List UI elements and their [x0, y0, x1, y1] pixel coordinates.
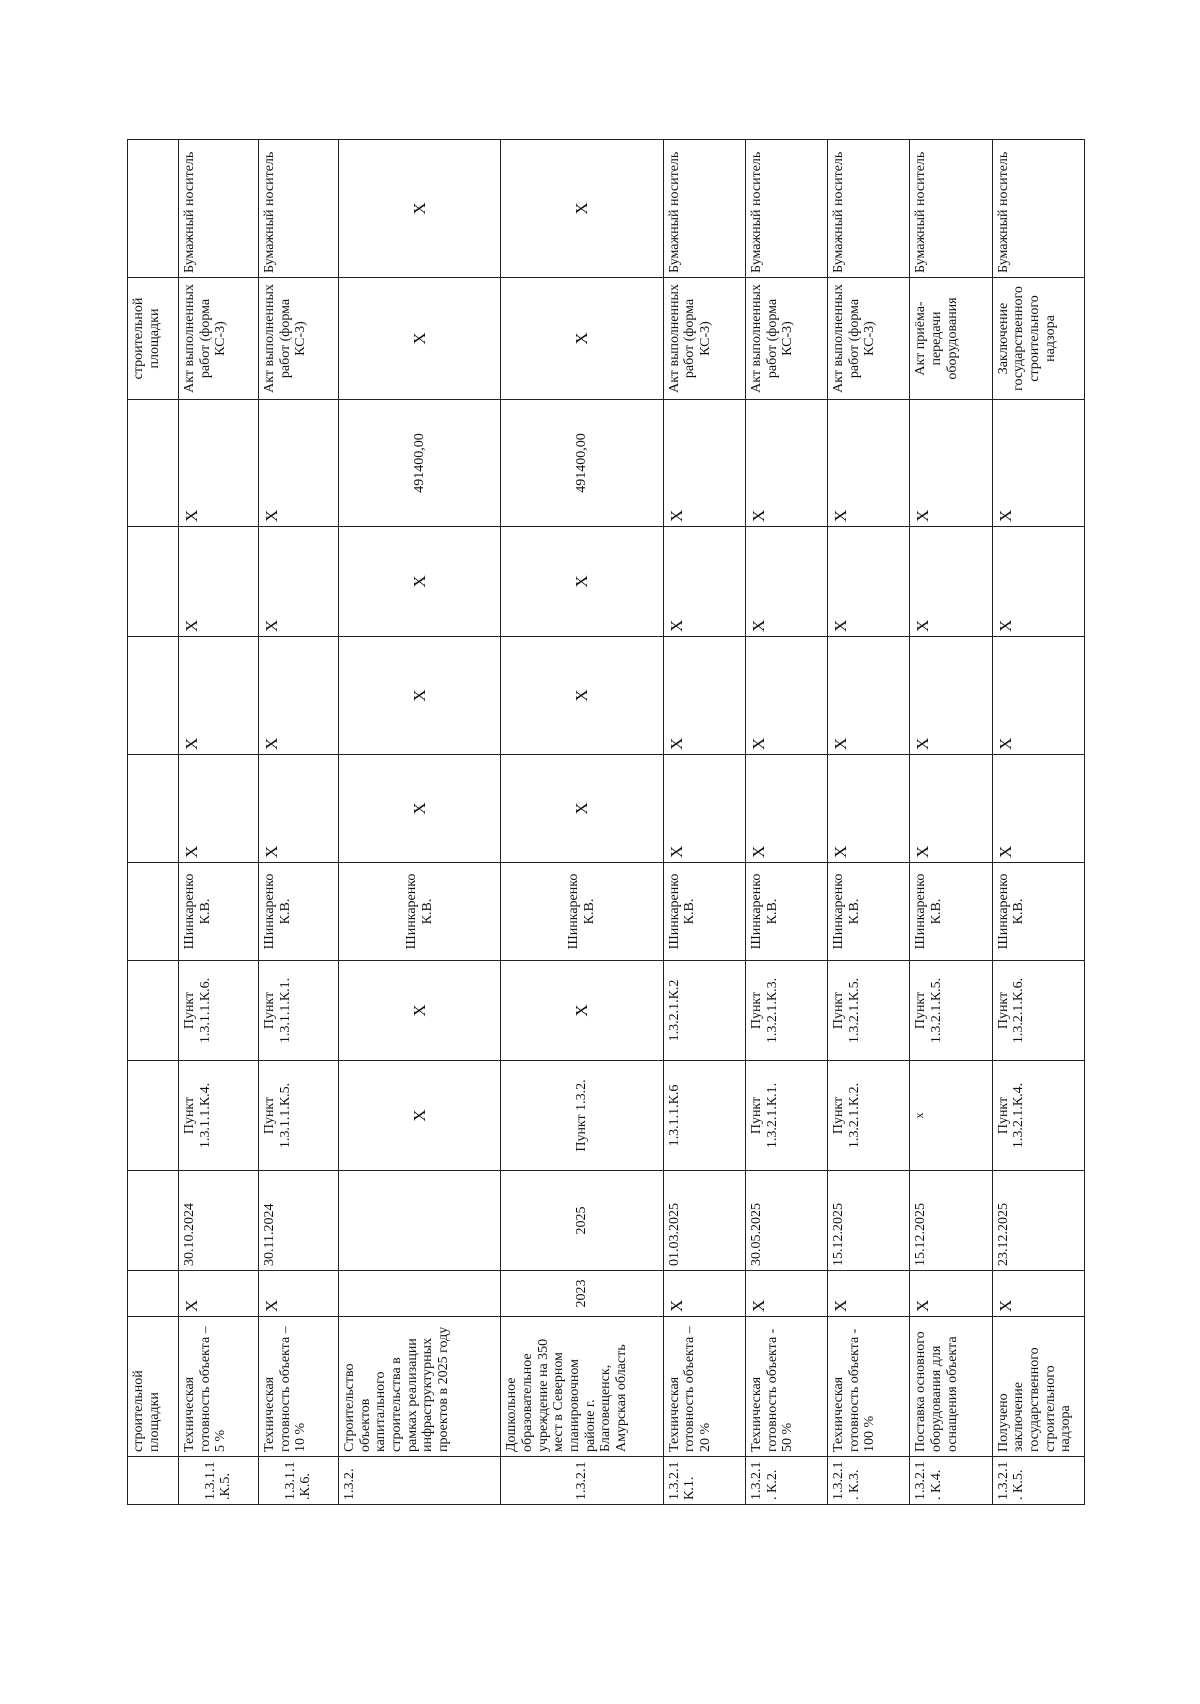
cell-value: X [910, 755, 992, 863]
cell-responsible: Шинкаренко К.В. [501, 863, 663, 961]
cell-successor: Пункт 1.3.2.1.К.6. [992, 961, 1084, 1061]
cell-media: Бумажный носитель [992, 140, 1084, 278]
cell-predecessor: Пункт 1.3.2.1.К.4. [992, 1061, 1084, 1171]
cell-media: Бумажный носитель [828, 140, 910, 278]
cell-predecessor: Пункт 1.3.2.1.К.2. [828, 1061, 910, 1171]
cell-value: X [992, 400, 1084, 527]
row-number: 1.3.1.1.К.6. [258, 1457, 338, 1505]
header-cell: строительной площадки [128, 1317, 179, 1457]
cell-document: Акт выполненных работ (форма КС-3) [258, 278, 338, 400]
header-cell [128, 140, 179, 278]
control-points-table [127, 139, 1085, 1505]
cell-value: X [663, 527, 745, 637]
cell-value: X [992, 527, 1084, 637]
cell-value: X [745, 755, 827, 863]
cell-value: X [745, 527, 827, 637]
cell-predecessor: 1.3.1.1.К.6 [663, 1061, 745, 1171]
cell-value: X [501, 755, 663, 863]
cell-document: Акт выполненных работ (форма КС-3) [178, 278, 258, 400]
cell-value: X [910, 527, 992, 637]
header-cell [128, 1061, 179, 1171]
cell-media: Бумажный носитель [258, 140, 338, 278]
table-row [910, 140, 992, 1505]
cell-value: X [745, 400, 827, 527]
header-cell [128, 400, 179, 527]
cell-value: X [828, 755, 910, 863]
cell-date: 15.12.2025 [910, 1171, 992, 1271]
cell-responsible: Шинкаренко К.В. [258, 863, 338, 961]
cell-value: X [910, 637, 992, 755]
cell-amount: 491400,00 [501, 400, 663, 527]
cell-document: X [501, 278, 663, 400]
cell-predecessor: Пункт 1.3.2.1.К.1. [745, 1061, 827, 1171]
cell-value: X [910, 1271, 992, 1317]
header-cell [128, 637, 179, 755]
cell-responsible: Шинкаренко К.В. [828, 863, 910, 961]
row-title: Дошкольное образовательное учреждение на 350 мест в Северном планировочном районе г. Благовещенск, Амурская область [501, 1317, 663, 1457]
header-cell: строительной площадки [128, 278, 179, 400]
cell-document: Акт выполненных работ (форма КС-3) [828, 278, 910, 400]
cell-successor: X [501, 961, 663, 1061]
table-row [663, 140, 745, 1505]
cell-date: 01.03.2025 [663, 1171, 745, 1271]
header-cell [128, 1457, 179, 1505]
row-number: 1.3.2.1. К.2. [745, 1457, 827, 1505]
row-number: 1.3.2. [339, 1457, 501, 1505]
table-header-row [128, 140, 179, 1505]
cell-value: X [828, 400, 910, 527]
cell-media: X [339, 140, 501, 278]
cell-date [339, 1171, 501, 1271]
cell-successor: Пункт 1.3.2.1.К.3. [745, 961, 827, 1061]
row-number: 1.3.2.1. К.4. [910, 1457, 992, 1505]
cell-successor: 1.3.2.1.К.2 [663, 961, 745, 1061]
row-title: Техническая готовность объекта – 5 % [178, 1317, 258, 1457]
header-cell [128, 755, 179, 863]
row-number: 1.3.2.1. К.3. [828, 1457, 910, 1505]
cell-successor: X [339, 961, 501, 1061]
cell-value: X [258, 1271, 338, 1317]
cell-successor: Пункт 1.3.2.1.К.5. [910, 961, 992, 1061]
cell-value: X [178, 1271, 258, 1317]
cell-value: X [258, 755, 338, 863]
header-cell [128, 1171, 179, 1271]
cell-successor: Пункт 1.3.1.1.К.1. [258, 961, 338, 1061]
table-row [178, 140, 258, 1505]
cell-responsible: Шинкаренко К.В. [910, 863, 992, 961]
row-number: 1.3.2.1 К.1. [663, 1457, 745, 1505]
cell-value: 2023 [501, 1271, 663, 1317]
cell-responsible: Шинкаренко К.В. [992, 863, 1084, 961]
row-title: Техническая готовность объекта - 100 % [828, 1317, 910, 1457]
cell-predecessor: Пункт 1.3.1.1.К.5. [258, 1061, 338, 1171]
cell-document: Акт приёма-передачи оборудования [910, 278, 992, 400]
cell-value: X [339, 637, 501, 755]
cell-responsible: Шинкаренко К.В. [663, 863, 745, 961]
cell-document: X [339, 278, 501, 400]
row-title: Техническая готовность объекта – 10 % [258, 1317, 338, 1457]
cell-value: X [501, 527, 663, 637]
cell-value: X [258, 637, 338, 755]
cell-value: X [992, 755, 1084, 863]
cell-value: X [258, 527, 338, 637]
cell-value: X [828, 527, 910, 637]
row-title: Техническая готовность объекта - 50 % [745, 1317, 827, 1457]
cell-media: Бумажный носитель [663, 140, 745, 278]
cell-value [339, 1271, 501, 1317]
cell-value: X [178, 527, 258, 637]
row-title: Строительство объектов капитального строительства в рамках реализации инфраструктурных проектов в 2025 году [339, 1317, 501, 1457]
cell-value: X [178, 755, 258, 863]
row-title: Получено заключение государственного строительного надзора [992, 1317, 1084, 1457]
table-row [501, 140, 663, 1505]
rotated-page [127, 140, 1085, 1505]
row-title: Поставка основного оборудования для оснащения объекта [910, 1317, 992, 1457]
header-cell [128, 863, 179, 961]
cell-value: X [501, 637, 663, 755]
cell-value: X [745, 637, 827, 755]
cell-date: 15.12.2025 [828, 1171, 910, 1271]
cell-media: X [501, 140, 663, 278]
cell-responsible: Шинкаренко К.В. [339, 863, 501, 961]
cell-value: X [992, 1271, 1084, 1317]
table-row [258, 140, 338, 1505]
header-cell [128, 527, 179, 637]
cell-value: X [178, 400, 258, 527]
header-cell [128, 1271, 179, 1317]
cell-responsible: Шинкаренко К.В. [178, 863, 258, 961]
cell-successor: Пункт 1.3.2.1.К.5. [828, 961, 910, 1061]
cell-amount: 491400,00 [339, 400, 501, 527]
table-row [992, 140, 1084, 1505]
cell-document: Акт выполненных работ (форма КС-3) [663, 278, 745, 400]
cell-value: X [339, 527, 501, 637]
table-row [339, 140, 501, 1505]
row-number: 1.3.1.1.К.5. [178, 1457, 258, 1505]
cell-date: 30.05.2025 [745, 1171, 827, 1271]
cell-value: X [828, 637, 910, 755]
cell-media: Бумажный носитель [910, 140, 992, 278]
cell-responsible: Шинкаренко К.В. [745, 863, 827, 961]
cell-date: 23.12.2025 [992, 1171, 1084, 1271]
cell-media: Бумажный носитель [745, 140, 827, 278]
cell-value: X [178, 637, 258, 755]
cell-value: X [663, 1271, 745, 1317]
cell-value: X [339, 755, 501, 863]
cell-successor: Пункт 1.3.1.1.К.6. [178, 961, 258, 1061]
row-title: Техническая готовность объекта – 20 % [663, 1317, 745, 1457]
cell-value: X [828, 1271, 910, 1317]
cell-value: X [910, 400, 992, 527]
cell-media: Бумажный носитель [178, 140, 258, 278]
cell-document: Заключение государственного строительного надзора [992, 278, 1084, 400]
header-cell [128, 961, 179, 1061]
row-number: 1.3.2.1. К.5. [992, 1457, 1084, 1505]
cell-value: X [745, 1271, 827, 1317]
cell-value: X [663, 400, 745, 527]
cell-document: Акт выполненных работ (форма КС-3) [745, 278, 827, 400]
cell-value: X [663, 637, 745, 755]
cell-value: X [258, 400, 338, 527]
table-row [828, 140, 910, 1505]
cell-predecessor: Пункт 1.3.1.1.К.4. [178, 1061, 258, 1171]
row-number: 1.3.2.1 [501, 1457, 663, 1505]
cell-date: 30.11.2024 [258, 1171, 338, 1271]
cell-date: 2025 [501, 1171, 663, 1271]
cell-predecessor: X [339, 1061, 501, 1171]
cell-value: X [992, 637, 1084, 755]
cell-date: 30.10.2024 [178, 1171, 258, 1271]
cell-predecessor: Пункт 1.3.2. [501, 1061, 663, 1171]
table-row [745, 140, 827, 1505]
cell-predecessor: x [910, 1061, 992, 1171]
cell-value: X [663, 755, 745, 863]
